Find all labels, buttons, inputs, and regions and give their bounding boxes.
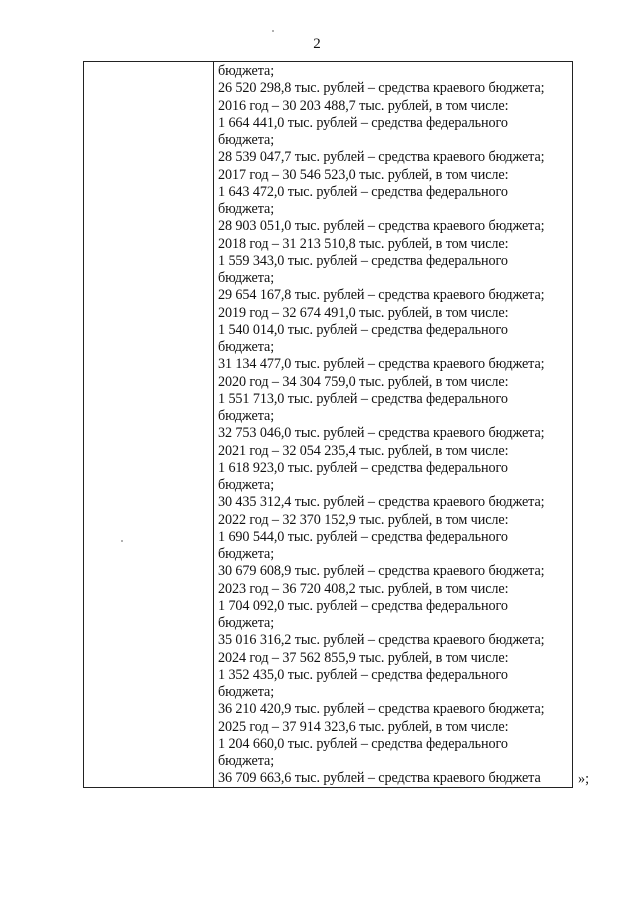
text-line: бюджета; bbox=[218, 270, 275, 286]
text-line: 26 520 298,8 тыс. рублей – средства краевого бюджета; bbox=[218, 80, 545, 97]
text-line: 1 540 014,0 тыс. рублей – средства федерального bbox=[218, 321, 508, 338]
text-line: 2019 год – 32 674 491,0 тыс. рублей, в том числе: bbox=[218, 304, 509, 321]
text-line: 30 435 312,4 тыс. рублей – средства краевого бюджета; bbox=[218, 494, 545, 511]
text-line: 2023 год – 36 720 408,2 тыс. рублей, в том числе: bbox=[218, 580, 509, 597]
text-line: 31 134 477,0 тыс. рублей – средства краевого бюджета; bbox=[218, 356, 545, 373]
text-line: 29 654 167,8 тыс. рублей – средства краевого бюджета; bbox=[218, 287, 545, 304]
text-line: 1 618 923,0 тыс. рублей – средства федерального bbox=[218, 459, 508, 476]
text-line: бюджета; bbox=[218, 408, 275, 424]
text-line: бюджета; bbox=[218, 132, 275, 148]
table-left-cell bbox=[84, 62, 213, 787]
text-line: 32 753 046,0 тыс. рублей – средства краевого бюджета; bbox=[218, 425, 545, 442]
text-line: 28 903 051,0 тыс. рублей – средства краевого бюджета; bbox=[218, 218, 545, 235]
scan-speck bbox=[272, 30, 274, 32]
text-line: 2022 год – 32 370 152,9 тыс. рублей, в том числе: bbox=[218, 511, 509, 528]
text-line: 1 690 544,0 тыс. рублей – средства федерального bbox=[218, 528, 508, 545]
text-line: 1 704 092,0 тыс. рублей – средства федерального bbox=[218, 597, 508, 614]
text-line: бюджета; bbox=[218, 63, 275, 79]
text-line: 35 016 316,2 тыс. рублей – средства краевого бюджета; bbox=[218, 632, 545, 649]
text-line: 1 643 472,0 тыс. рублей – средства федерального bbox=[218, 183, 508, 200]
text-line: бюджета; bbox=[218, 477, 275, 493]
text-line: 2017 год – 30 546 523,0 тыс. рублей, в том числе: bbox=[218, 166, 509, 183]
text-line: бюджета; bbox=[218, 546, 275, 562]
text-line: бюджета; bbox=[218, 753, 275, 769]
text-line: 30 679 608,9 тыс. рублей – средства краевого бюджета; bbox=[218, 563, 545, 580]
text-line: 36 709 663,6 тыс. рублей – средства краевого бюджета bbox=[218, 770, 541, 787]
text-line: бюджета; bbox=[218, 201, 275, 217]
funding-table bbox=[83, 61, 573, 788]
text-line: 2020 год – 34 304 759,0 тыс. рублей, в том числе: bbox=[218, 373, 509, 390]
text-line: бюджета; bbox=[218, 684, 275, 700]
text-line: бюджета; bbox=[218, 615, 275, 631]
text-line: 2018 год – 31 213 510,8 тыс. рублей, в том числе: bbox=[218, 235, 509, 252]
text-line: 2024 год – 37 562 855,9 тыс. рублей, в том числе: bbox=[218, 649, 509, 666]
scan-speck bbox=[121, 540, 123, 542]
funding-text-cell bbox=[218, 63, 573, 788]
page-number: 2 bbox=[313, 36, 321, 52]
text-line: 2021 год – 32 054 235,4 тыс. рублей, в том числе: bbox=[218, 442, 509, 459]
closing-quote: »; bbox=[578, 771, 590, 787]
text-line: 1 551 713,0 тыс. рублей – средства федерального bbox=[218, 390, 508, 407]
text-line: 2016 год – 30 203 488,7 тыс. рублей, в том числе: bbox=[218, 97, 509, 114]
column-divider bbox=[213, 62, 214, 787]
text-line: 1 559 343,0 тыс. рублей – средства федерального bbox=[218, 252, 508, 269]
text-line: 1 352 435,0 тыс. рублей – средства федерального bbox=[218, 666, 508, 683]
text-line: 1 664 441,0 тыс. рублей – средства федерального bbox=[218, 114, 508, 131]
text-line: 1 204 660,0 тыс. рублей – средства федерального bbox=[218, 735, 508, 752]
text-line: бюджета; bbox=[218, 339, 275, 355]
text-line: 28 539 047,7 тыс. рублей – средства краевого бюджета; bbox=[218, 149, 545, 166]
text-line: 2025 год – 37 914 323,6 тыс. рублей, в том числе: bbox=[218, 718, 509, 735]
text-line: 36 210 420,9 тыс. рублей – средства краевого бюджета; bbox=[218, 701, 545, 718]
